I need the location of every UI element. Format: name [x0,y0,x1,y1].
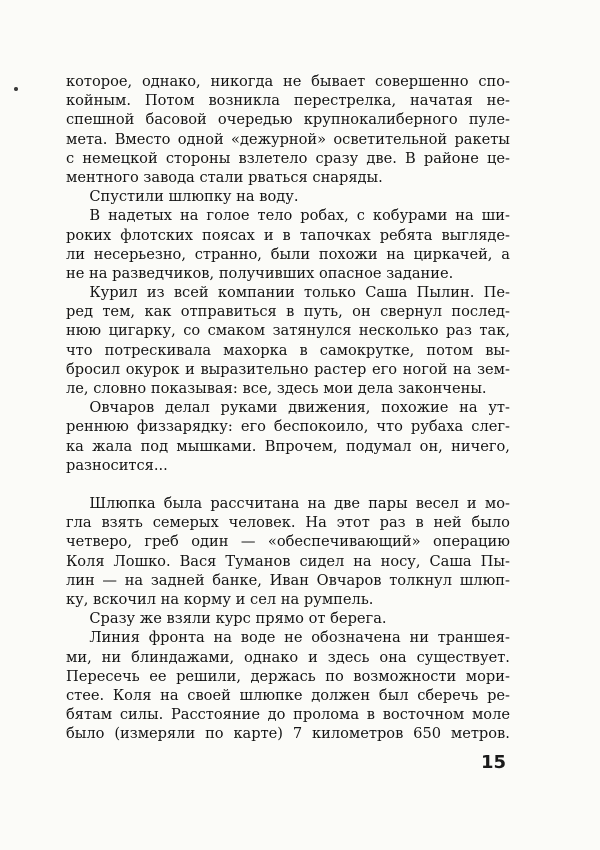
text-line: ред тем, как отправиться в путь, он свернул послед- [66,303,510,321]
text-line: ментного завода стали рваться снаряды. [66,168,383,186]
text-line: Сразу же взяли курс прямо от берега. [89,610,387,628]
text-line: Овчаров делал руками движения, похожие на ут- [89,399,510,417]
text-line: Шлюпка была рассчитана на две пары весел и мо- [89,495,510,512]
text-line: Коля Лошко. Вася Туманов сидел на носу, Саша Пы- [66,552,510,570]
text-line: ли несерьезно, странно, были похожи на циркачей, а [66,245,510,263]
text-line: с немецкой стороны взлетело сразу две. В районе це- [66,149,510,167]
text-line: В надетых на голое тело робах, с кобурами на ши- [89,207,510,225]
text-line: гла взять семерых человек. На этот раз в ней было [66,514,510,532]
text-line: ка жала под мышками. Впрочем, подумал он, ничего, [66,437,510,455]
text-line: Спустили шлюпку на воду. [89,188,299,206]
text-block-bottom [66,494,510,743]
text-line: было (измеряли по карте) 7 километров 650 метров. [66,725,510,743]
text-line: бросил окурок и выразительно растер его ногой на зем- [66,360,510,378]
text-line: Пересечь ее решили, держась по возможности мори- [66,667,510,685]
text-line: стее. Коля на своей шлюпке должен был сберечь ре- [66,686,510,704]
text-line: ми, ни блиндажами, однако и здесь она существует. [66,648,510,666]
text-line: четверо, греб один — «обеспечивающий» операцию [66,533,510,551]
page-number: 15 [481,752,507,773]
text-line: Линия фронта на воде не обозначена ни траншея- [89,629,510,647]
text-line: Курил из всей компании только Саша Пылин. Пе- [89,284,510,302]
text-line: реннюю физзарядку: его беспокоило, что рубаха слег- [66,418,510,436]
text-line: койным. Потом возникла перестрелка, начатая не- [66,92,510,110]
text-line: ку, вскочил на корму и сел на румпель. [66,590,374,608]
text-line: лин — на задней банке, Иван Овчаров толкнул шлюп- [66,571,510,589]
text-line: бятам силы. Расстояние до пролома в восточном моле [66,706,510,724]
text-line: спешной басовой очередью крупнокалиберного пуле- [66,111,510,129]
margin-speck [14,87,18,91]
text-block-top [66,72,510,475]
text-line: которое, однако, никогда не бывает совершенно спо- [66,73,510,90]
text-line: разносится... [66,456,168,474]
text-line: ле, словно показывая: все, здесь мои дела закончены. [66,380,487,397]
text-line: не на разведчиков, получивших опасное задание. [66,264,454,282]
text-line: роких флотских поясах и в тапочках ребята выгляде- [66,226,510,244]
text-line: что потрескивала махорка в самокрутке, потом вы- [66,341,510,359]
text-line: нюю цигарку, со смаком затянулся несколько раз так, [66,322,510,340]
text-line: мета. Вместо одной «дежурной» осветительной ракеты [66,130,510,148]
